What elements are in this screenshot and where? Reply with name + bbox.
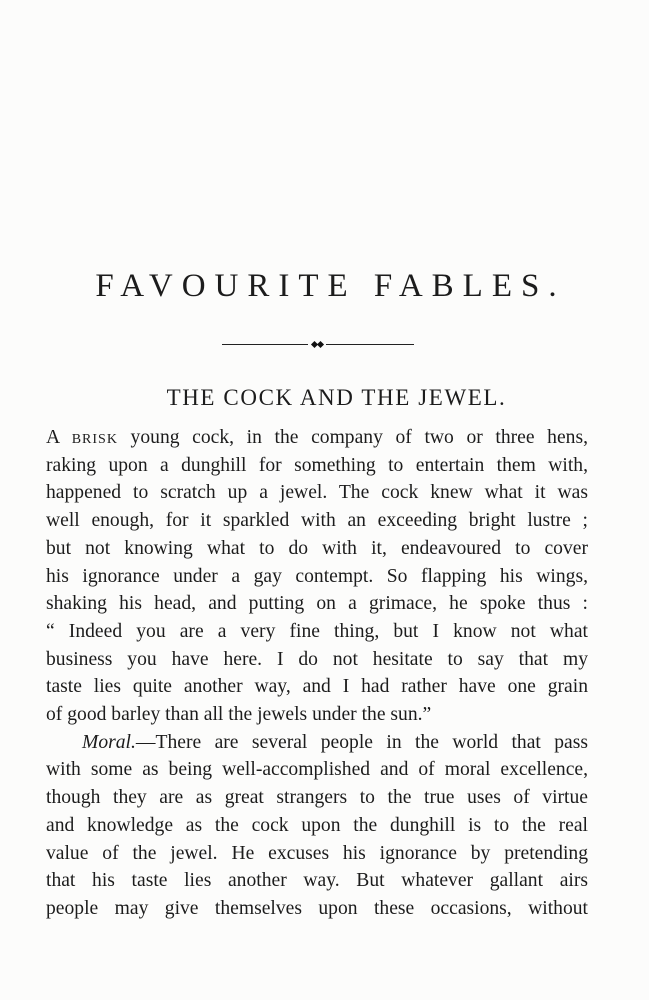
- paragraph-1-dropword: A: [46, 427, 60, 448]
- book-title: FAVOURITE FABLES.: [95, 268, 566, 304]
- paragraph-1-line: but not knowing what to do with it, endeavoured to cover: [46, 537, 588, 559]
- ornament-line-right: [326, 344, 414, 345]
- paragraph-1-line: happened to scratch up a jewel. The cock knew what it was: [46, 482, 588, 504]
- paragraph-1-line: “ Indeed you are a very fine thing, but I know not what: [46, 620, 588, 642]
- paragraph-2-line: with some as being well-accomplished and of moral excellence,: [46, 759, 588, 781]
- paragraph-1-line: well enough, for it sparkled with an exceeding bright lustre ;: [46, 510, 588, 532]
- paragraph-2-line-1: [46, 729, 588, 757]
- paragraph-2-line: that his taste lies another way. But whatever gallant airs: [46, 870, 588, 892]
- paragraph-1-line: taste lies quite another way, and I had rather have one grain: [46, 676, 588, 698]
- paragraph-2-line: though they are as great strangers to the true uses of virtue: [46, 787, 588, 809]
- paragraph-2-line: people may give themselves upon these occasions, without: [46, 897, 588, 919]
- paragraph-2-line: value of the jewel. He excuses his ignorance by pretending: [46, 842, 588, 864]
- paragraph-2-line-text: —There are several people in the world that pass: [135, 731, 588, 753]
- paragraph-1-line-1: [46, 424, 588, 452]
- fable-body: [46, 424, 588, 923]
- moral-label: Moral.: [82, 731, 136, 753]
- paragraph-1-smallcaps-word: brisk: [71, 427, 118, 448]
- paragraph-1-line: shaking his head, and putting on a grimace, he spoke thus :: [46, 593, 588, 615]
- paragraph-1-line-text: young cock, in the company of two or three hens,: [117, 427, 588, 448]
- title-ornament-rule: [222, 341, 414, 349]
- fable-title: THE COCK AND THE JEWEL.: [166, 385, 507, 410]
- paragraph-2-line: and knowledge as the cock upon the dunghill is to the real: [46, 814, 588, 836]
- paragraph-1-line: business you have here. I do not hesitate to say that my: [46, 648, 588, 670]
- paragraph-1-line: his ignorance under a gay contempt. So flapping his wings,: [46, 565, 588, 587]
- ornament-line-left: [222, 344, 308, 345]
- paragraph-1-last-line: of good barley than all the jewels under the sun.”: [46, 704, 432, 726]
- paragraph-1-line: raking upon a dunghill for something to entertain them with,: [46, 454, 588, 476]
- ornament-diamond-icon: [317, 341, 324, 348]
